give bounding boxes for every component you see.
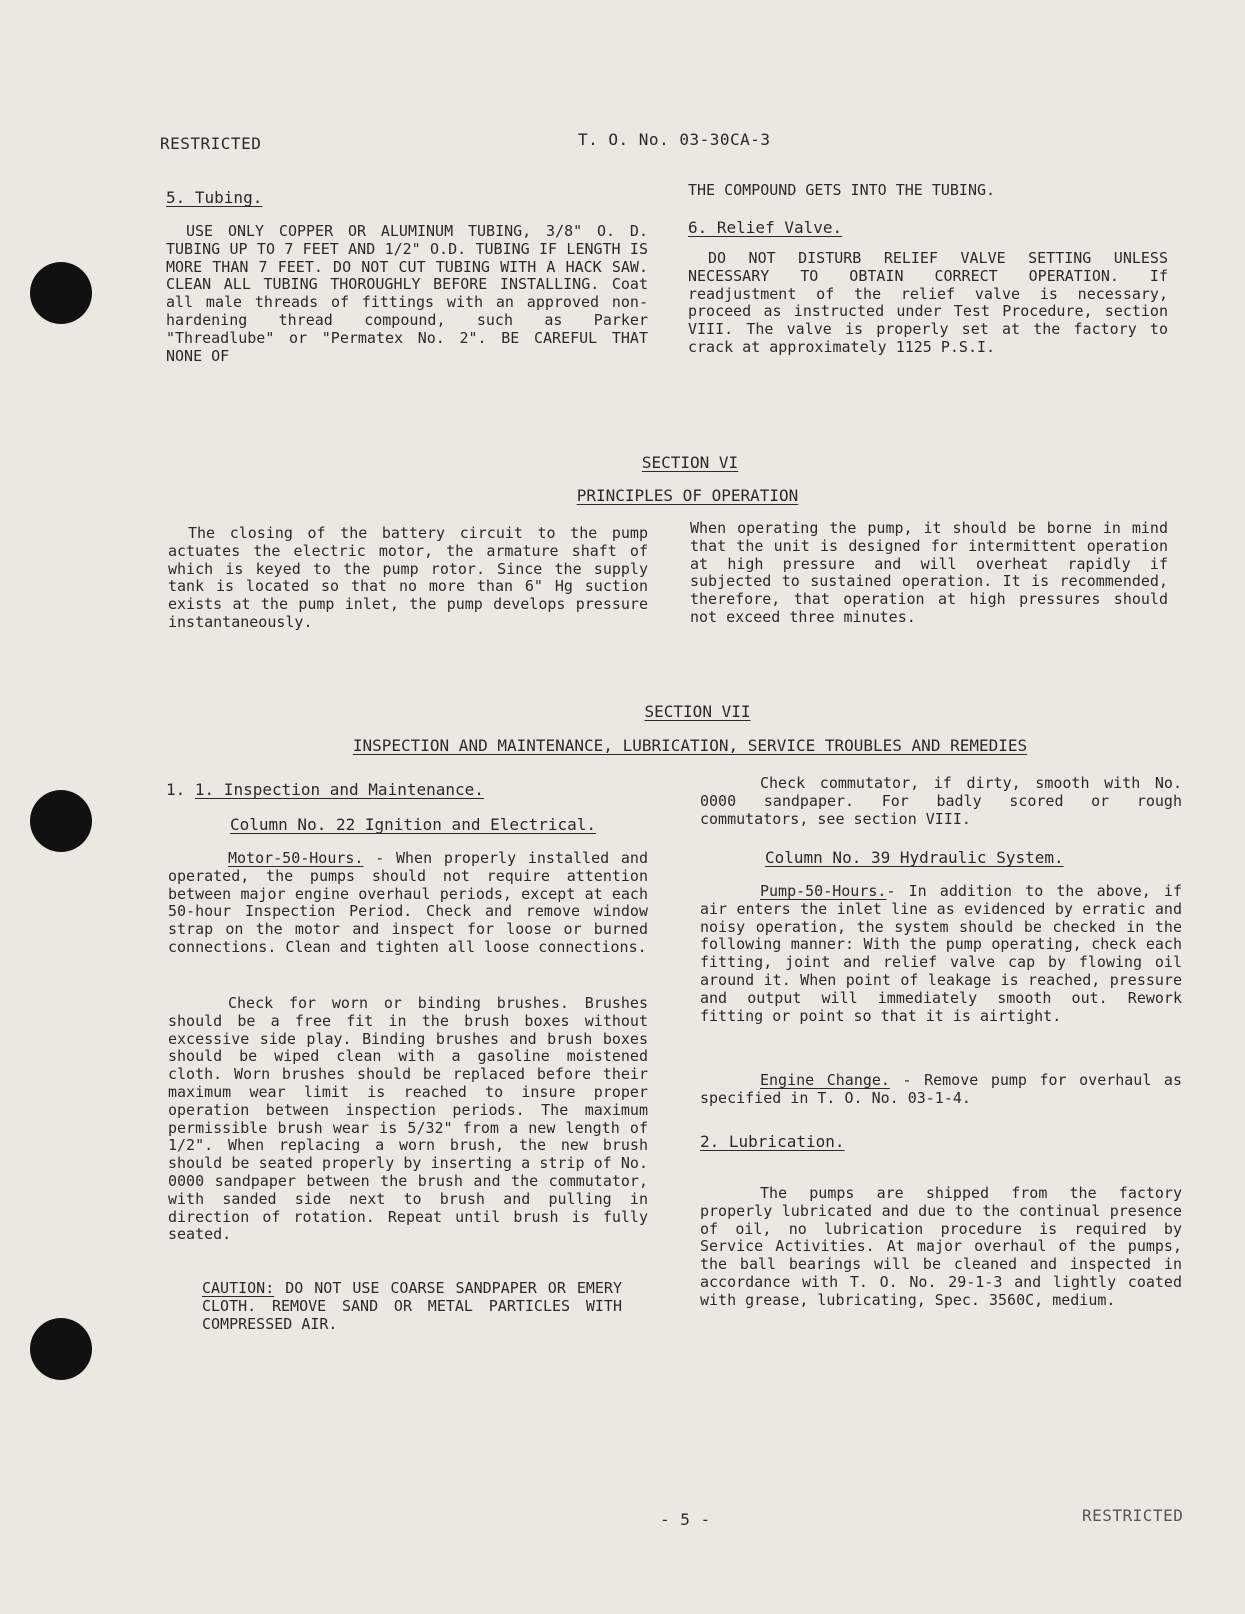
inspection-heading-text: 1. Inspection and Maintenance. xyxy=(194,780,484,799)
inspection-number: 1. xyxy=(166,780,195,799)
brushes-paragraph: Check for worn or binding brushes. Brushes should be a free fit in the brush boxes without excessive side play. Binding brushes and brush boxes should be wiped clean with a gasoline moistened cloth. Worn brushes should be replaced before their maximum wear limit is reached to insure proper operation between inspection periods. The maximum permissible brush wear is 5/32" from a new length of 1/2". When replacing a worn brush, the new brush should be seated properly by inserting a strip of No. 0000 sandpaper between the brush and the commutator, with sanded side next to brush and pulling in direction of rotation. Repeat until brush is fully seated. xyxy=(168,994,648,1244)
footer-classification: RESTRICTED xyxy=(1082,1506,1184,1525)
section-vi-right-paragraph: When operating the pump, it should be borne in mind that the unit is designed for intermittent operation at high pressure and will overheat rapidly if subjected to sustained operation. It is recommended, therefore, that operation at high pressures should not exceed three minutes. xyxy=(690,519,1168,626)
engine-change-body: - Remove pump for overhaul as specified in T. O. No. 03-1-4. xyxy=(700,1071,1182,1107)
pump-title: Pump-50-Hours. xyxy=(760,882,887,900)
engine-change-paragraph xyxy=(700,1072,1182,1108)
inspection-heading xyxy=(166,780,484,799)
tubing-continued: THE COMPOUND GETS INTO THE TUBING. xyxy=(688,181,996,199)
commutator-paragraph: Check commutator, if dirty, smooth with No. 0000 sandpaper. For badly scored or rough commutators, see section VIII. xyxy=(700,774,1182,828)
caution-body: DO NOT USE COARSE SANDPAPER OR EMERY CLOTH. REMOVE SAND OR METAL PARTICLES WITH COMPRESSED AIR. xyxy=(202,1279,622,1333)
relief-valve-heading: 6. Relief Valve. xyxy=(688,218,843,237)
column-22-heading: Column No. 22 Ignition and Electrical. xyxy=(230,815,597,834)
lubrication-paragraph: The pumps are shipped from the factory properly lubricated and due to the continual presence of oil, no lubrication procedure is required by Service Activities. At major overhaul of the pumps, the ball bearings will be cleaned and inspected in accordance with T. O. No. 29-1-3 and lightly coated with grease, lubricating, Spec. 3560C, medium. xyxy=(700,1184,1182,1309)
motor-paragraph xyxy=(168,850,648,957)
tubing-heading: 5. Tubing. xyxy=(166,188,263,207)
section-vi-left-paragraph: The closing of the battery circuit to the pump actuates the electric motor, the armature shaft of which is keyed to the pump rotor. Since the supply tank is located so that no more than 6" Hg suction exists at the pump inlet, the pump develops pressure instantaneously. xyxy=(168,524,648,631)
tubing-body: USE ONLY COPPER OR ALUMINUM TUBING, 3/8" O. D. TUBING UP TO 7 FEET AND 1/2" O.D. TUBING IF LENGTH IS MORE THAN 7 FEET. DO NOT CUT TUBING WITH A HACK SAW. CLEAN ALL TUBING THOROUGHLY BEFORE INSTALLING. Coat all male threads of fittings with an approved non-hardening thread compound, such as Parker "Threadlube" or "Permatex No. 2". BE CAREFUL THAT NONE OF xyxy=(166,222,648,365)
header-classification: RESTRICTED xyxy=(160,134,262,153)
motor-title: Motor-50-Hours. xyxy=(228,849,364,867)
pump-body: - In addition to the above, if air enters the inlet line as evidenced by erratic and noisy operation, the system should be checked in the following manner: With the pump operating, check each fitting, joint and relief valve cap by flowing oil around it. When point of leakage is reached, pressure and output will immediately smooth out. Rework fitting or point so that it is airtight. xyxy=(700,882,1182,1025)
relief-valve-body: DO NOT DISTURB RELIEF VALVE SETTING UNLESS NECESSARY TO OBTAIN CORRECT OPERATION. If readjustment of the relief valve is necessary, proceed as instructed under Test Procedure, section VIII. The valve is properly set at the factory to crack at approximately 1125 P.S.I. xyxy=(688,249,1168,356)
punch-hole-bottom xyxy=(30,1318,92,1380)
section-vii-title: SECTION VII xyxy=(644,702,751,721)
section-vi-title: SECTION VI xyxy=(641,453,739,472)
pump-paragraph xyxy=(700,883,1182,1025)
punch-hole-middle xyxy=(30,790,92,852)
punch-hole-top xyxy=(30,262,92,324)
section-vii-subtitle: INSPECTION AND MAINTENANCE, LUBRICATION, SERVICE TROUBLES AND REMEDIES xyxy=(352,736,1028,755)
column-39-heading: Column No. 39 Hydraulic System. xyxy=(765,848,1064,867)
page-number: - 5 - xyxy=(660,1510,711,1529)
caution-label: CAUTION: xyxy=(202,1279,275,1297)
lubrication-heading: 2. Lubrication. xyxy=(700,1132,845,1151)
caution-paragraph xyxy=(202,1280,622,1333)
motor-body: - When properly installed and operated, the pumps should not require attention between major engine overhaul periods, except at each 50-hour Inspection Period. Check and remove window strap on the motor and inspect for loose or burned connections. Clean and tighten all loose connections. xyxy=(168,849,648,956)
section-vi-subtitle: PRINCIPLES OF OPERATION xyxy=(576,486,799,505)
engine-change-title: Engine Change. xyxy=(760,1071,890,1089)
header-document-number: T. O. No. 03-30CA-3 xyxy=(578,130,771,149)
